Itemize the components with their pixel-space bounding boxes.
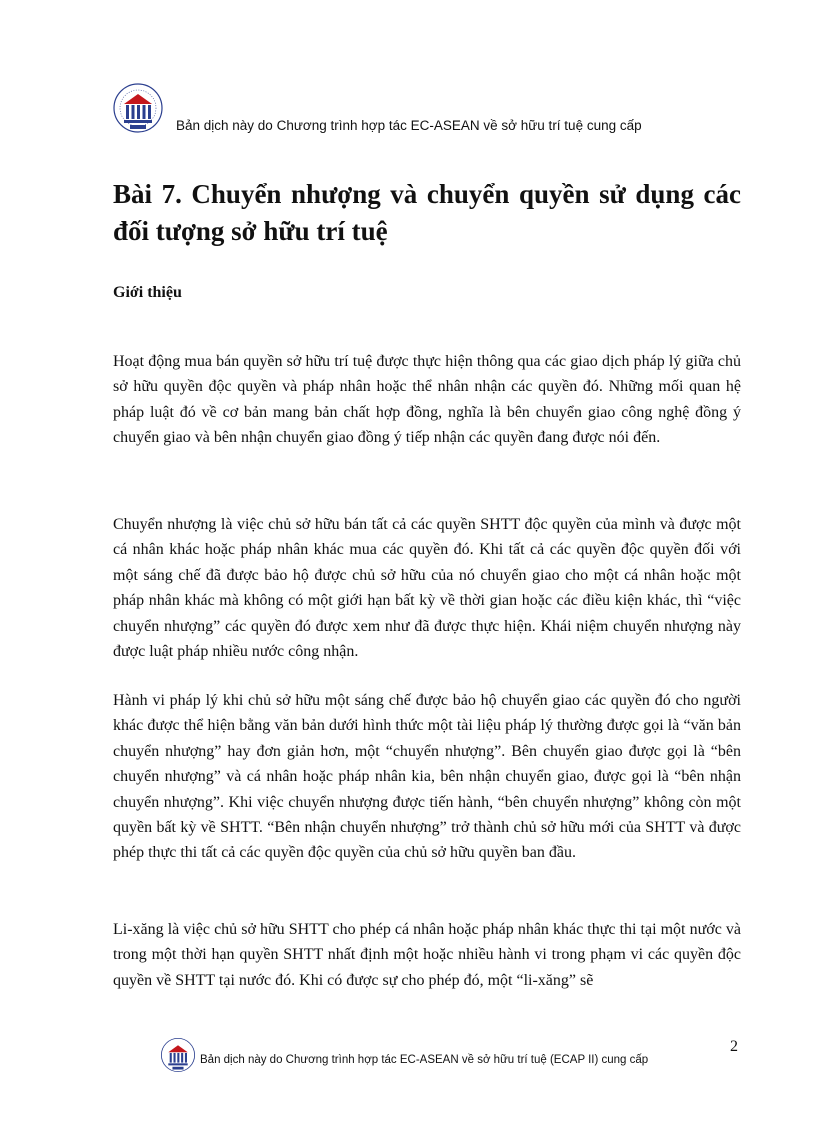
header-note: Bản dịch này do Chương trình hợp tác EC-ASEAN về sở hữu trí tuệ cung cấp xyxy=(176,118,642,133)
paragraph: Hoạt động mua bán quyền sở hữu trí tuệ được thực hiện thông qua các giao dịch pháp lý giữa chủ sở hữu quyền độc quyền và pháp nhân hoặc thể nhân nhận các quyền đó. Những mối quan hệ pháp luật đó về cơ bản mang bản chất hợp đồng, nghĩa là bên chuyển giao công nghệ đồng ý chuyển giao và bên nhận chuyển giao đồng ý tiếp nhận các quyền đang được nói đến. xyxy=(113,353,741,447)
footer-note: Bản dịch này do Chương trình hợp tác EC-ASEAN về sở hữu trí tuệ (ECAP II) cung cấp xyxy=(200,1054,649,1066)
paragraph: Chuyển nhượng là việc chủ sở hữu bán tất cả các quyền SHTT độc quyền của mình và được một cá nhân khác hoặc pháp nhân khác mua các quyền đó. Khi tất cả các quyền độc quyền đối với một sáng chế đã được bảo hộ được chủ sở hữu của nó chuyển giao cho một cá nhân hoặc một pháp nhân khác mà không có một giới hạn bất kỳ về thời gian hoặc các điều kiện khác, thì “việc chuyển nhượng” các quyền đó được xem như đã được thực hiện. Khái niệm chuyển nhượng này được luật pháp nhiều nước công nhận. xyxy=(113,516,741,661)
page-number: 2 xyxy=(730,1038,738,1055)
paragraph: Hành vi pháp lý khi chủ sở hữu một sáng chế được bảo hộ chuyển giao các quyền đó cho người khác được thể hiện bằng văn bản dưới hình thức một tài liệu pháp lý thường được gọi là “văn bản chuyển nhượng” hay đơn giản hơn, một “chuyển nhượng”. Bên chuyển giao được gọi là “bên chuyển nhượng” và cá nhân hoặc pháp nhân kia, bên nhận chuyển giao, được gọi là “bên nhận chuyển nhượng”. Khi việc chuyển nhượng được tiến hành, “bên chuyển nhượng” không còn một quyền bất kỳ về SHTT. “Bên nhận chuyển nhượng” trở thành chủ sở hữu mới của SHTT và được phép thực thi tất cả các quyền độc quyền của chủ sở hữu quyền ban đầu. xyxy=(113,692,741,862)
page-title: Bài 7. Chuyển nhượng và chuyển quyền sử dụng các đối tượng sở hữu trí tuệ xyxy=(113,179,741,246)
ecap-seal-icon xyxy=(112,82,164,134)
section-heading: Giới thiệu xyxy=(113,284,182,301)
ecap-seal-icon xyxy=(160,1037,196,1073)
paragraph: Li-xăng là việc chủ sở hữu SHTT cho phép cá nhân hoặc pháp nhân khác thực thi tại một nước và trong một thời hạn quyền SHTT nhất định một hoặc nhiều hành vi trong phạm vi các quyền độc quyền về SHTT tại nước đó. Khi có được sự cho phép đó, một “li-xăng” sẽ xyxy=(113,921,741,989)
